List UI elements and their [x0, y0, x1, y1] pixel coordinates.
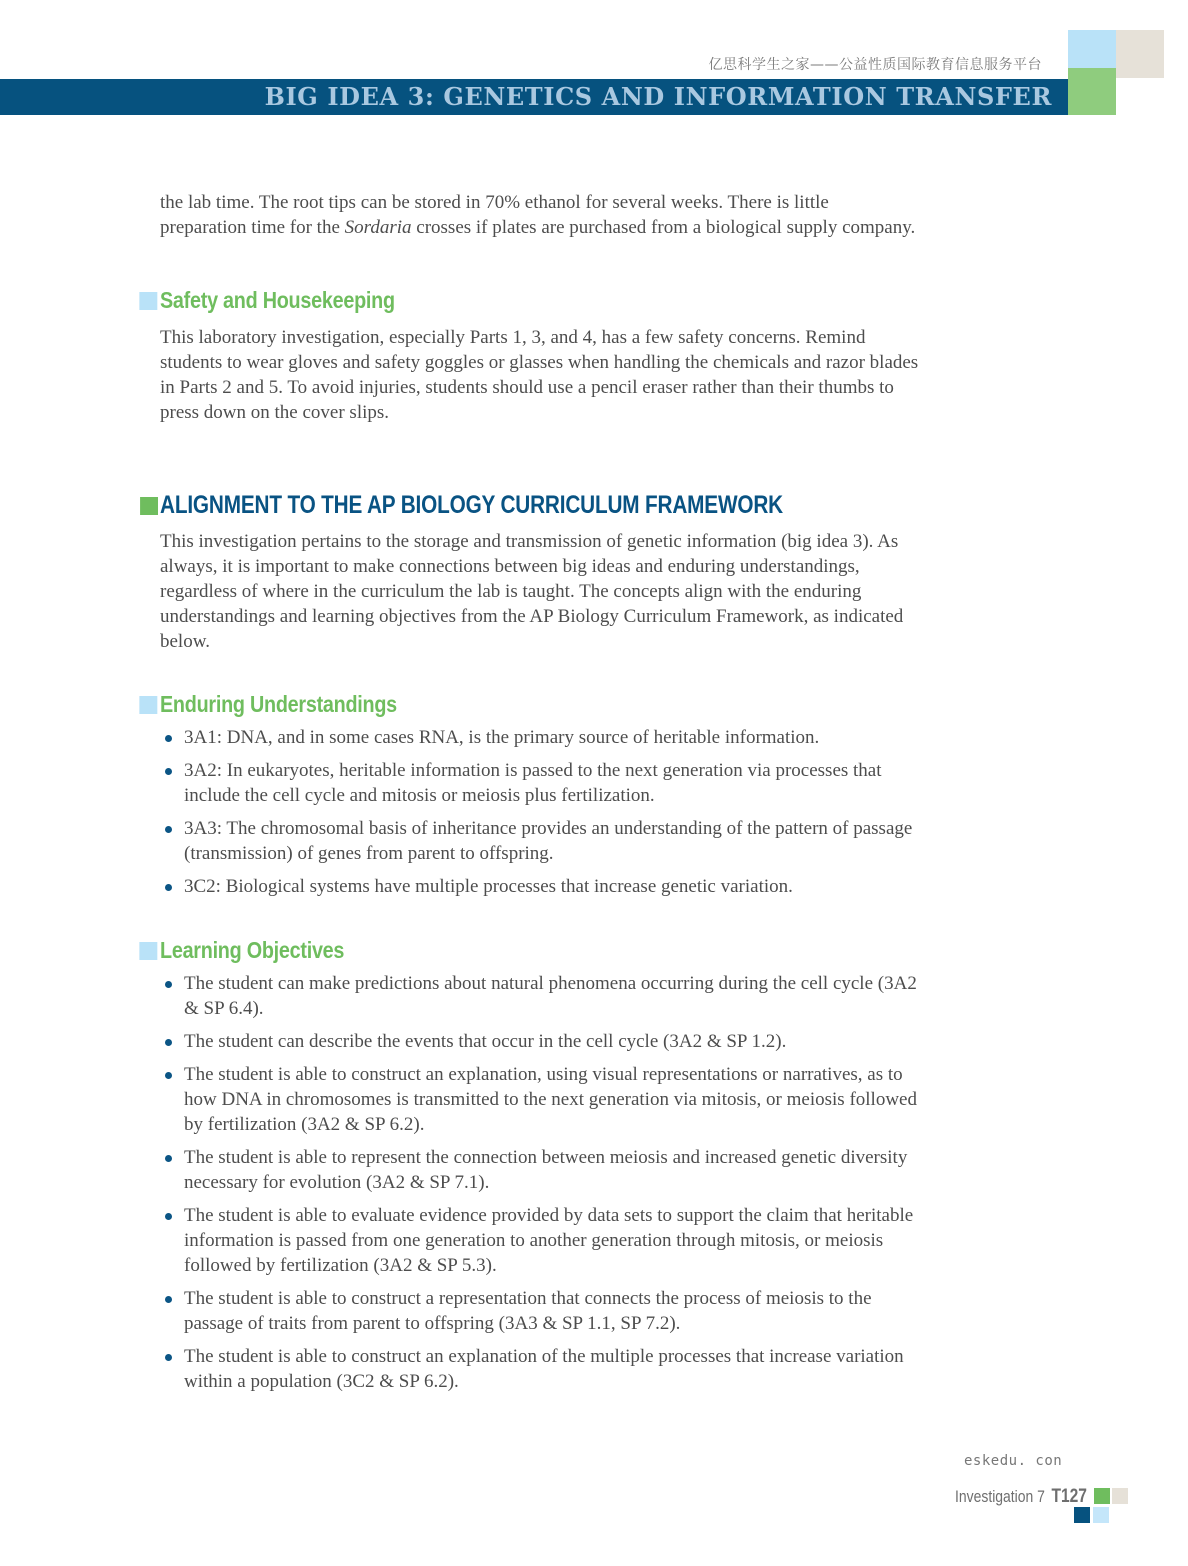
- list-item: [160, 1062, 920, 1137]
- heading-marker-icon: [139, 696, 157, 714]
- bullet-icon: [165, 735, 172, 742]
- list-item-text: 3A2: In eukaryotes, heritable information is passed to the next generation via processes that include the cell cycle and mitosis or meiosis plus fertilization.: [184, 760, 882, 806]
- objectives-heading-text: Learning Objectives: [160, 937, 345, 963]
- bullet-icon: [165, 1296, 172, 1303]
- header-band: [0, 79, 1068, 115]
- footer-investigation: Investigation 7: [955, 1487, 1045, 1506]
- list-item-text: The student can describe the events that occur in the cell cycle (3A2 & SP 1.2).: [184, 1031, 787, 1052]
- header-title: BIG IDEA 3: GENETICS AND INFORMATION TRANSFER: [264, 82, 1052, 111]
- safety-heading-text: Safety and Housekeeping: [160, 287, 395, 313]
- bullet-icon: [165, 1072, 172, 1079]
- header-watermark: 亿思科学生之家——公益性质国际教育信息服务平台: [708, 57, 1042, 73]
- footer-url: eskedu. con: [964, 1453, 1063, 1469]
- objectives-heading: [160, 937, 814, 964]
- enduring-heading-text: Enduring Understandings: [160, 691, 397, 717]
- bullet-icon: [165, 1039, 172, 1046]
- footer-page-label: [955, 1486, 1087, 1508]
- bullet-icon: [165, 1213, 172, 1220]
- alignment-heading-text: ALIGNMENT TO THE AP BIOLOGY CURRICULUM FRAMEWORK: [160, 491, 783, 519]
- list-item: [160, 725, 920, 750]
- alignment-paragraph: This investigation pertains to the storage and transmission of genetic information (big idea 3). As always, it is important to make connections between big ideas and enduring understandings, regardless of where in the curriculum the lab is taught. The concepts align with the enduring understandings and learning objectives from the AP Biology Curriculum Framework, as indicated below.: [160, 531, 904, 652]
- footer-square-green: [1094, 1488, 1110, 1504]
- list-item-text: 3A3: The chromosomal basis of inheritance provides an understanding of the pattern of passage (transmission) of genes from parent to offspring.: [184, 818, 913, 864]
- list-item: [160, 1145, 920, 1195]
- list-item: [160, 816, 920, 866]
- intro-italic-term: Sordaria: [344, 217, 412, 238]
- list-item: [160, 1029, 920, 1054]
- heading-marker-icon: [139, 292, 157, 310]
- list-item-text: 3A1: DNA, and in some cases RNA, is the primary source of heritable information.: [184, 727, 820, 748]
- footer-square-light-blue: [1093, 1507, 1109, 1523]
- intro-text-before: the lab time. The root tips can be stored in 70% ethanol for several weeks. There is little preparation time for the: [160, 192, 829, 238]
- list-item: [160, 1344, 920, 1394]
- heading-marker-icon: [139, 942, 157, 960]
- list-item-text: The student can make predictions about natural phenomena occurring during the cell cycle (3A2 & SP 6.4).: [184, 973, 917, 1019]
- decor-square-green: [1068, 68, 1116, 115]
- list-item: [160, 1286, 920, 1336]
- footer-square-blue: [1074, 1507, 1090, 1523]
- list-item: [160, 971, 920, 1021]
- safety-paragraph: This laboratory investigation, especially Parts 1, 3, and 4, has a few safety concerns. Remind students to wear gloves and safety goggles or glasses when handling the chemicals and razor blades in Parts 2 and 5. To avoid injuries, students should use a pencil eraser rather than their thumbs to press down on the cover slips.: [160, 327, 919, 423]
- bullet-icon: [165, 884, 172, 891]
- list-item-text: The student is able to construct an explanation, using visual representations or narratives, as to how DNA in chromosomes is transmitted to the next generation via mitosis, or meiosis followed by fertilization (3A2 & SP 6.2).: [184, 1064, 917, 1135]
- intro-paragraph: [160, 190, 920, 240]
- list-item-text: The student is able to construct a representation that connects the process of meiosis to the passage of traits from parent to offspring (3A3 & SP 1.1, SP 7.2).: [184, 1288, 872, 1334]
- alignment-heading: [160, 491, 791, 520]
- list-item: [160, 758, 920, 808]
- decor-square-beige: [1116, 30, 1164, 78]
- bullet-icon: [165, 1155, 172, 1162]
- bullet-icon: [165, 826, 172, 833]
- list-item-text: The student is able to evaluate evidence provided by data sets to support the claim that heritable information is passed from one generation to another generation through mitosis, or meiosis followed by fertilization (3A2 & SP 5.3).: [184, 1205, 914, 1276]
- enduring-list: [160, 725, 920, 899]
- list-item: [160, 874, 920, 899]
- bullet-icon: [165, 1354, 172, 1361]
- list-item-text: The student is able to construct an explanation of the multiple processes that increase variation within a population (3C2 & SP 6.2).: [184, 1346, 904, 1392]
- footer-square-beige: [1112, 1488, 1128, 1504]
- main-content: [160, 190, 920, 1402]
- bullet-icon: [165, 768, 172, 775]
- list-item-text: 3C2: Biological systems have multiple processes that increase genetic variation.: [184, 876, 793, 897]
- objectives-list: [160, 971, 920, 1394]
- list-item-text: The student is able to represent the connection between meiosis and increased genetic diversity necessary for evolution (3A2 & SP 7.1).: [184, 1147, 908, 1193]
- list-item: [160, 1203, 920, 1278]
- intro-text-after: crosses if plates are purchased from a biological supply company.: [411, 217, 916, 238]
- heading-marker-icon: [140, 497, 158, 515]
- bullet-icon: [165, 981, 172, 988]
- safety-heading: [160, 287, 814, 314]
- page-number: T127: [1051, 1486, 1087, 1507]
- enduring-heading: [160, 691, 814, 718]
